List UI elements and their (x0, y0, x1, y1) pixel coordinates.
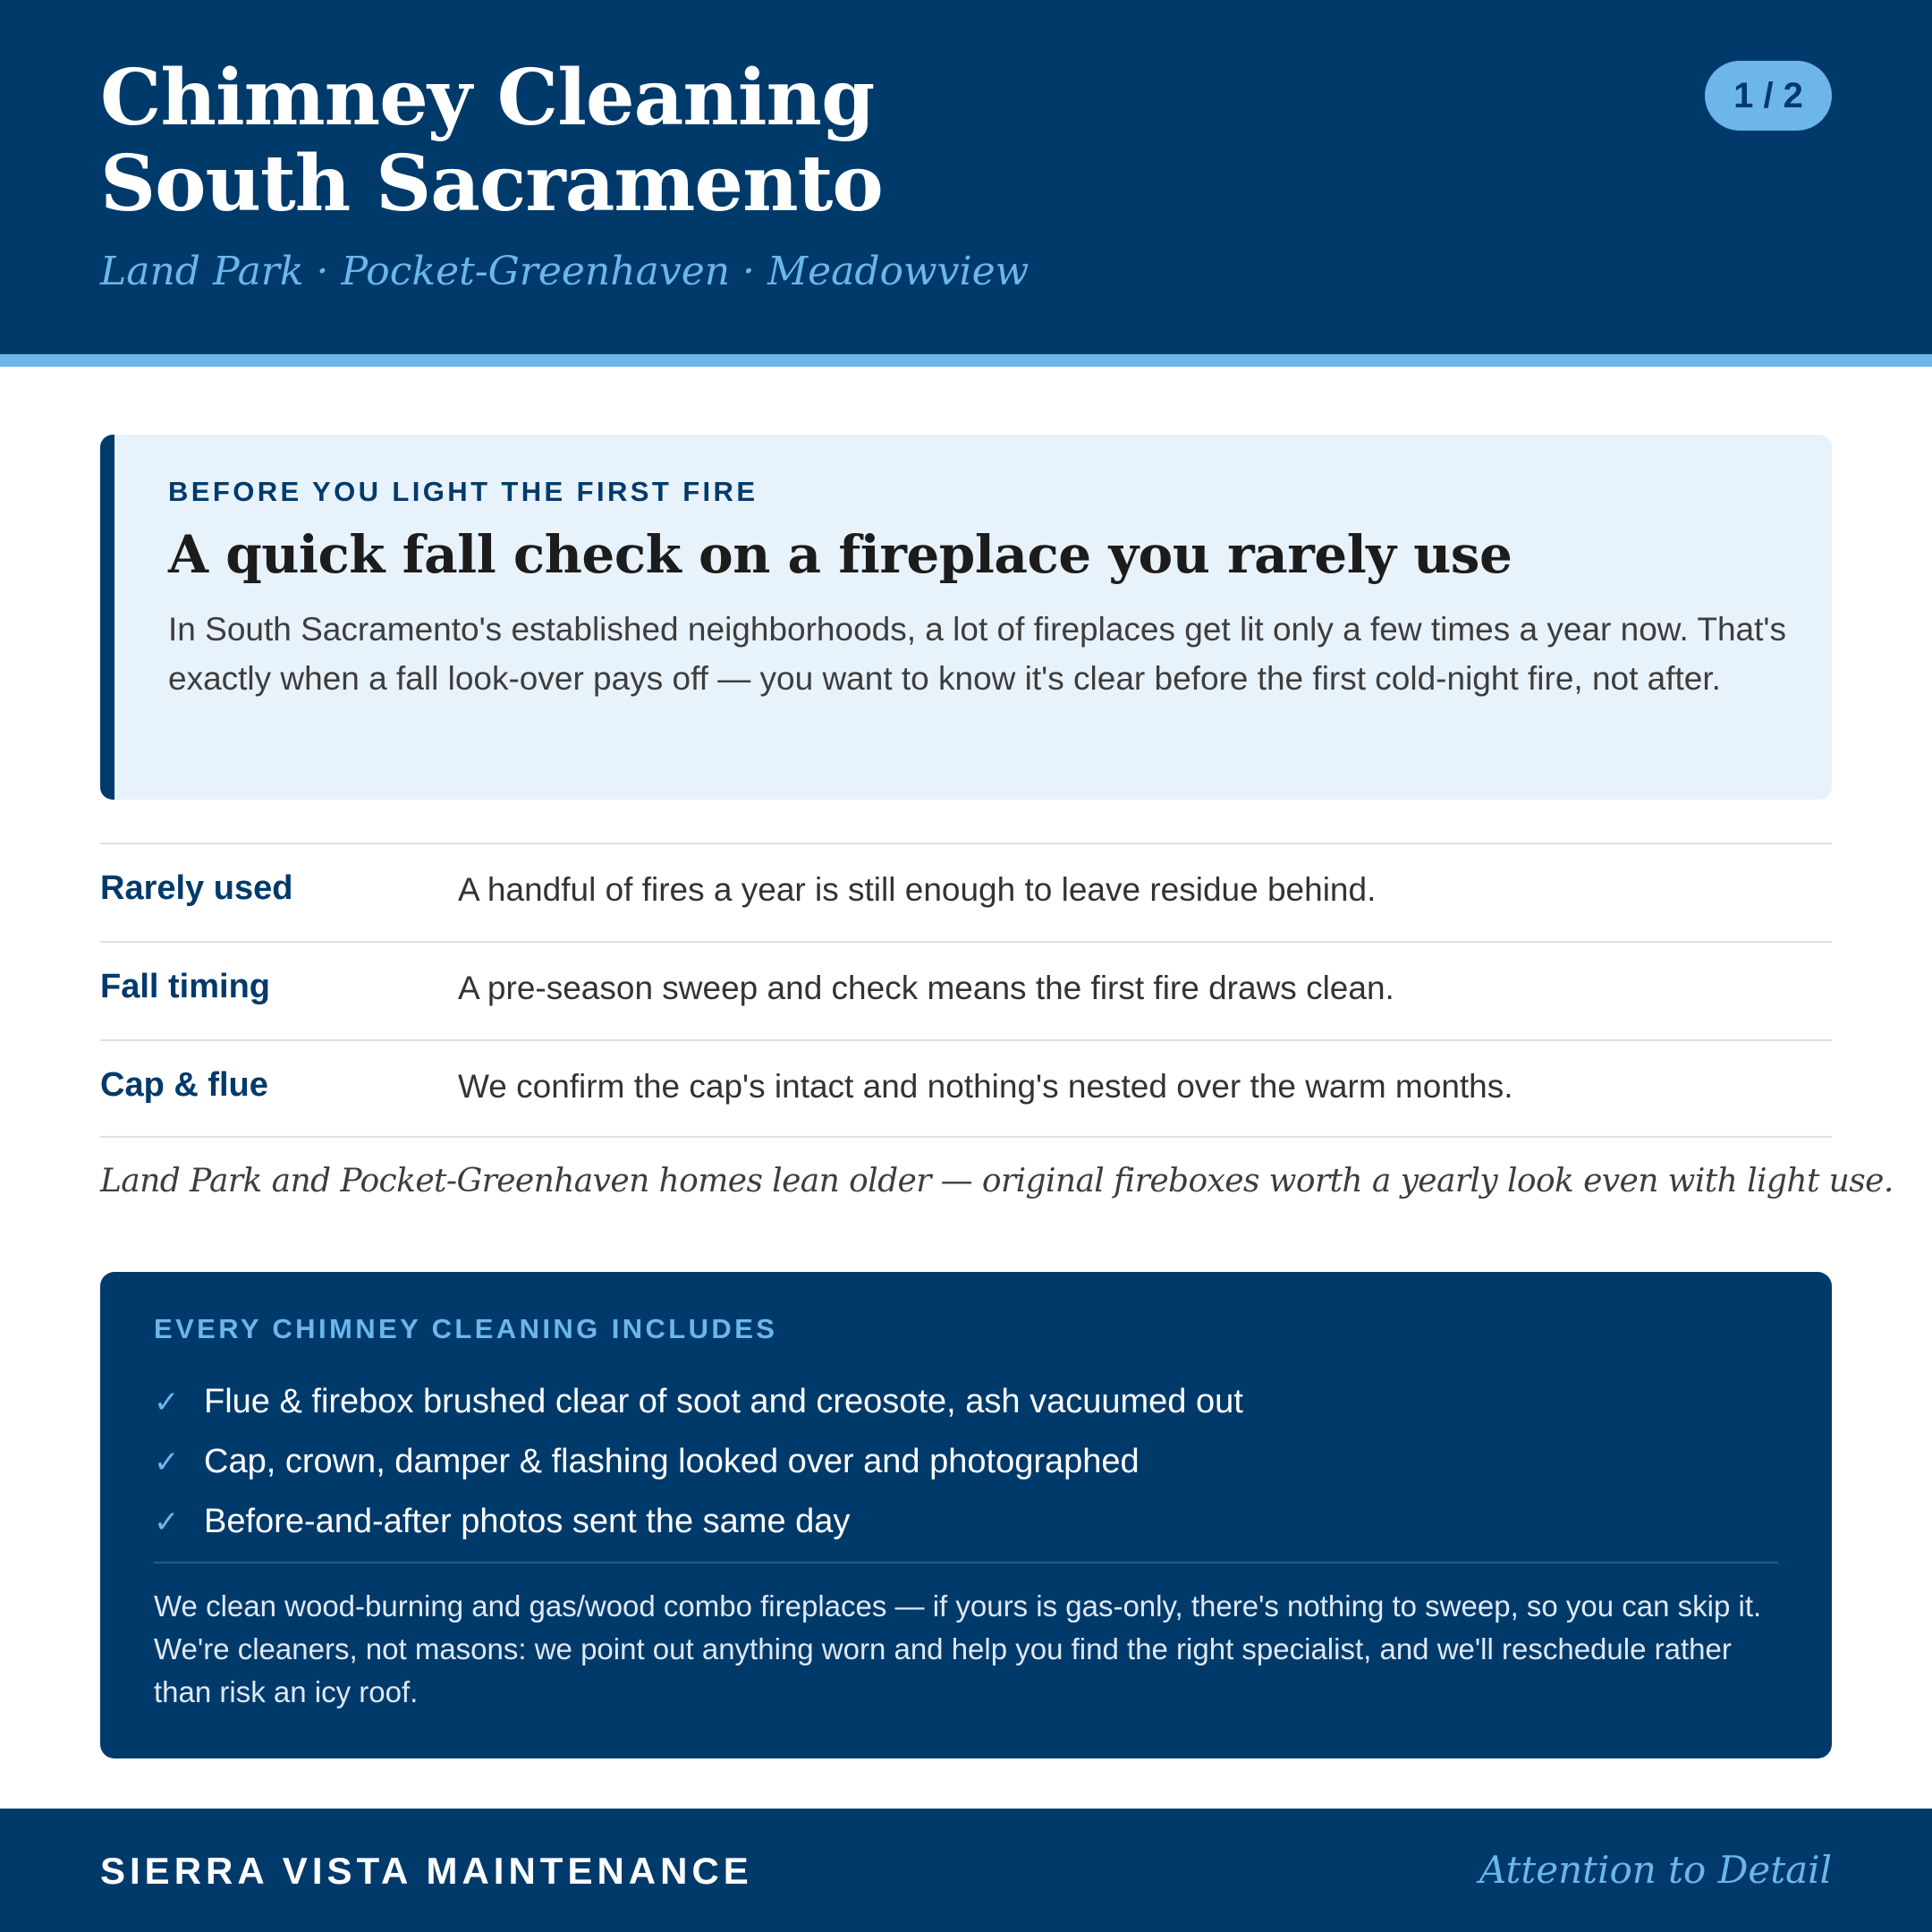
detail-text: We confirm the cap's intact and nothing's nested over the warm months. (458, 1068, 1513, 1105)
title-line-2: South Sacramento (100, 139, 883, 229)
header-accent-stripe (0, 354, 1932, 367)
detail-rows (100, 843, 1832, 1138)
checkmark-icon: ✓ (154, 1504, 180, 1539)
brand-tagline: Attention to Detail (1479, 1848, 1832, 1892)
callout-accent-bar (100, 435, 114, 800)
includes-panel (100, 1272, 1832, 1758)
list-item (154, 1432, 1782, 1492)
neighborhoods-subtitle: Land Park · Pocket-Greenhaven · Meadowview (100, 249, 1030, 294)
intro-callout (100, 435, 1832, 800)
title-line-1: Chimney Cleaning (100, 53, 875, 143)
footer (0, 1809, 1932, 1932)
detail-label: Fall timing (100, 968, 270, 1005)
intro-eyebrow: BEFORE YOU LIGHT THE FIRST FIRE (168, 476, 758, 507)
list-item (154, 1372, 1782, 1432)
detail-row (100, 843, 1832, 941)
checkmark-icon: ✓ (154, 1445, 180, 1479)
detail-row (100, 1039, 1832, 1138)
detail-text: A pre-season sweep and check means the first fire draws clean. (458, 970, 1394, 1006)
checkmark-icon: ✓ (154, 1385, 180, 1419)
page-title (100, 55, 883, 227)
detail-text: A handful of fires a year is still enough to leave residue behind. (458, 871, 1377, 908)
include-text: Flue & firebox brushed clear of soot and creosote, ash vacuumed out (204, 1383, 1243, 1420)
neighborhood-note: Land Park and Pocket-Greenhaven homes lean older — original fireboxes worth a yearly look even with light use. (100, 1163, 1894, 1199)
brand-name: SIERRA VISTA MAINTENANCE (100, 1850, 753, 1892)
page-indicator-badge: 1 / 2 (1705, 61, 1832, 131)
detail-row (100, 941, 1832, 1039)
detail-label: Rarely used (100, 869, 293, 907)
header (0, 0, 1932, 354)
include-text: Before-and-after photos sent the same day (204, 1503, 851, 1540)
includes-fine-print: We clean wood-burning and gas/wood combo fireplaces — if yours is gas-only, there's nothing to sweep, so you can skip it. We're cleaners, not masons: we point out anything worn and help you find the right specialist, and we'll reschedule rather than risk an icy roof. (154, 1589, 1762, 1708)
includes-divider (154, 1562, 1778, 1563)
includes-list (154, 1372, 1782, 1552)
include-text: Cap, crown, damper & flashing looked over and photographed (204, 1443, 1140, 1480)
includes-eyebrow: EVERY CHIMNEY CLEANING INCLUDES (154, 1313, 778, 1344)
detail-label: Cap & flue (100, 1066, 268, 1104)
list-item (154, 1492, 1782, 1552)
intro-body: In South Sacramento's established neighborhoods, a lot of fireplaces get lit only a few times a year now. That's exactly when a fall look-over pays off — you want to know it's clear before the first cold-night fire, not after. (168, 611, 1786, 697)
intro-heading: A quick fall check on a fireplace you rarely use (168, 524, 1513, 585)
